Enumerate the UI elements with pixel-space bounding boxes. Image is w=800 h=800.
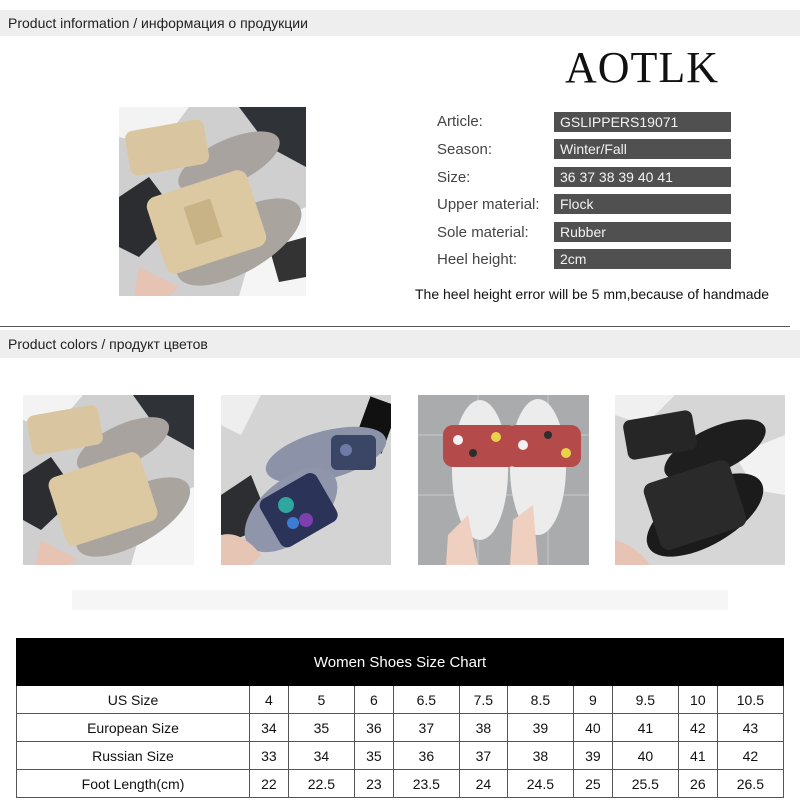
table-cell: 8.5 [507,686,573,714]
table-cell: 25.5 [612,770,678,798]
spec-value-sole-material: Rubber [554,222,731,242]
product-colors-header [0,330,800,358]
table-cell: 26 [678,770,717,798]
table-cell: 34 [288,742,354,770]
table-cell: 9 [573,686,612,714]
table-cell: 24.5 [507,770,573,798]
table-cell: 41 [678,742,717,770]
table-cell: 5 [288,686,354,714]
table-cell: 36 [393,742,459,770]
table-cell: 10 [678,686,717,714]
table-row [17,770,784,798]
table-row [17,714,784,742]
table-cell: 40 [612,742,678,770]
table-cell: 22 [250,770,289,798]
spec-value-season: Winter/Fall [554,139,731,159]
table-cell: 23.5 [393,770,459,798]
color-variant-grey-sequin[interactable] [221,395,391,565]
product-information-title: Product information / информация о продукции [8,15,308,31]
product-information-header [0,10,800,36]
table-cell: 34 [250,714,289,742]
spec-value-upper-material: Flock [554,194,731,214]
product-colors-title: Product colors / продукт цветов [8,336,208,352]
main-product-photo [119,107,306,296]
spec-label-season: Season: [437,141,493,158]
row-header: Russian Size [17,742,250,770]
table-cell: 4 [250,686,289,714]
brand-logo: AOTLK [565,43,720,92]
spec-label-heel-height: Heel height: [437,251,518,268]
size-chart-table [16,638,784,798]
table-row [17,686,784,714]
table-cell: 7.5 [459,686,507,714]
table-cell: 36 [354,714,393,742]
table-cell: 33 [250,742,289,770]
spec-value-size: 36 37 38 39 40 41 [554,167,731,187]
spec-label-upper-material: Upper material: [437,196,540,213]
table-cell: 9.5 [612,686,678,714]
decorative-strip [72,590,728,610]
color-variant-black[interactable] [615,395,785,565]
color-variant-white-floral[interactable] [418,395,589,565]
table-cell: 41 [612,714,678,742]
table-cell: 24 [459,770,507,798]
spec-value-heel-height: 2cm [554,249,731,269]
table-cell: 35 [354,742,393,770]
row-header: Foot Length(cm) [17,770,250,798]
table-cell: 42 [717,742,783,770]
row-header: US Size [17,686,250,714]
color-variant-beige[interactable] [23,395,194,565]
table-cell: 10.5 [717,686,783,714]
row-header: European Size [17,714,250,742]
table-cell: 37 [459,742,507,770]
table-cell: 42 [678,714,717,742]
table-cell: 6 [354,686,393,714]
table-cell: 43 [717,714,783,742]
table-cell: 38 [459,714,507,742]
spec-value-article: GSLIPPERS19071 [554,112,731,132]
table-cell: 22.5 [288,770,354,798]
table-cell: 26.5 [717,770,783,798]
spec-label-size: Size: [437,169,471,186]
section-divider [0,326,790,327]
table-cell: 25 [573,770,612,798]
spec-label-sole-material: Sole material: [437,224,529,241]
table-cell: 23 [354,770,393,798]
table-cell: 39 [507,714,573,742]
table-row [17,742,784,770]
heel-height-note: The heel height error will be 5 mm,because of handmade [415,286,770,302]
size-chart-title: Women Shoes Size Chart [17,639,784,686]
table-cell: 38 [507,742,573,770]
table-cell: 40 [573,714,612,742]
table-cell: 6.5 [393,686,459,714]
table-cell: 35 [288,714,354,742]
table-cell: 39 [573,742,612,770]
table-cell: 37 [393,714,459,742]
spec-label-article: Article: [437,113,483,130]
